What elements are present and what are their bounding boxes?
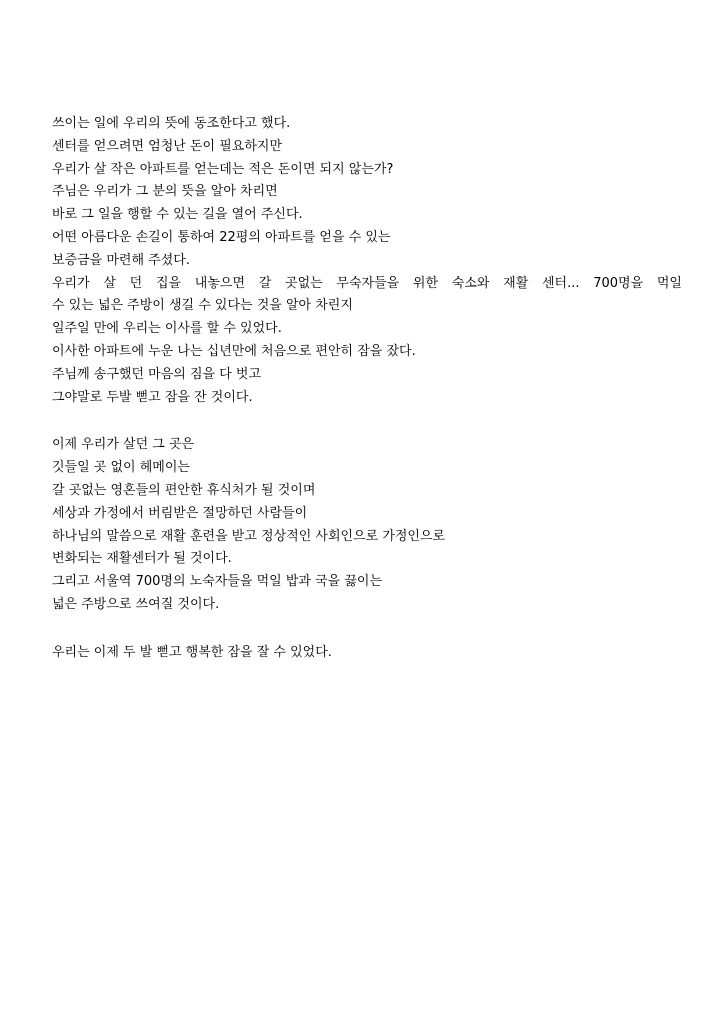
text-line: 변화되는 재활센터가 될 것이다. bbox=[52, 551, 232, 567]
paragraph-2 bbox=[52, 434, 682, 616]
text-line: 넓은 주방으로 쓰여질 것이다. bbox=[52, 596, 220, 612]
text-line: 우리가 살 던 집을 내놓으면 갈 곳없는 무숙자들을 위한 숙소와 재활 센터... 700명을 먹일 bbox=[52, 275, 682, 291]
text-line: 어떤 아름다운 손길이 통하여 22평의 아파트를 얻을 수 있는 bbox=[52, 229, 391, 245]
paragraph-3 bbox=[52, 642, 682, 665]
text-line: 하나님의 말씀으로 재활 훈련을 받고 정상적인 사회인으로 가정인으로 bbox=[52, 528, 446, 544]
text-line: 우리가 살 작은 아파트를 얻는데는 적은 돈이면 되지 않는가? bbox=[52, 161, 394, 177]
text-line: 센터를 얻으려면 엄청난 돈이 필요하지만 bbox=[52, 138, 283, 154]
text-line: 주님께 송구했던 마음의 짐을 다 벗고 bbox=[52, 366, 262, 382]
document-page bbox=[52, 113, 682, 690]
text-line: 수 있는 넓은 주방이 생길 수 있다는 것을 알아 차린지 bbox=[52, 298, 353, 314]
text-line: 깃들일 곳 없이 헤메이는 bbox=[52, 460, 190, 476]
text-line: 이사한 아파트에 누운 나는 십년만에 처음으로 편안히 잠을 잤다. bbox=[52, 343, 416, 359]
text-line: 보증금을 마련해 주셨다. bbox=[52, 252, 190, 268]
text-line: 그리고 서울역 700명의 노숙자들을 먹일 밥과 국을 끓이는 bbox=[52, 574, 383, 590]
text-line: 이제 우리가 살던 그 곳은 bbox=[52, 437, 195, 453]
text-line: 일주일 만에 우리는 이사를 할 수 있었다. bbox=[52, 321, 282, 337]
text-line: 쓰이는 일에 우리의 뜻에 동조한다고 했다. bbox=[52, 116, 291, 131]
text-line: 그야말로 두발 뻗고 잠을 잔 것이다. bbox=[52, 389, 253, 405]
text-line: 갈 곳없는 영혼들의 편안한 휴식처가 될 것이며 bbox=[52, 482, 316, 498]
text-line: 세상과 가정에서 버림받은 절망하던 사람들이 bbox=[52, 505, 308, 521]
paragraph-1 bbox=[52, 113, 682, 409]
text-line: 우리는 이제 두 발 뻗고 행복한 잠을 잘 수 있었다. bbox=[52, 644, 332, 660]
text-line: 주님은 우리가 그 분의 뜻을 알아 차리면 bbox=[52, 184, 278, 200]
text-line: 바로 그 일을 행할 수 있는 길을 열어 주신다. bbox=[52, 207, 303, 223]
